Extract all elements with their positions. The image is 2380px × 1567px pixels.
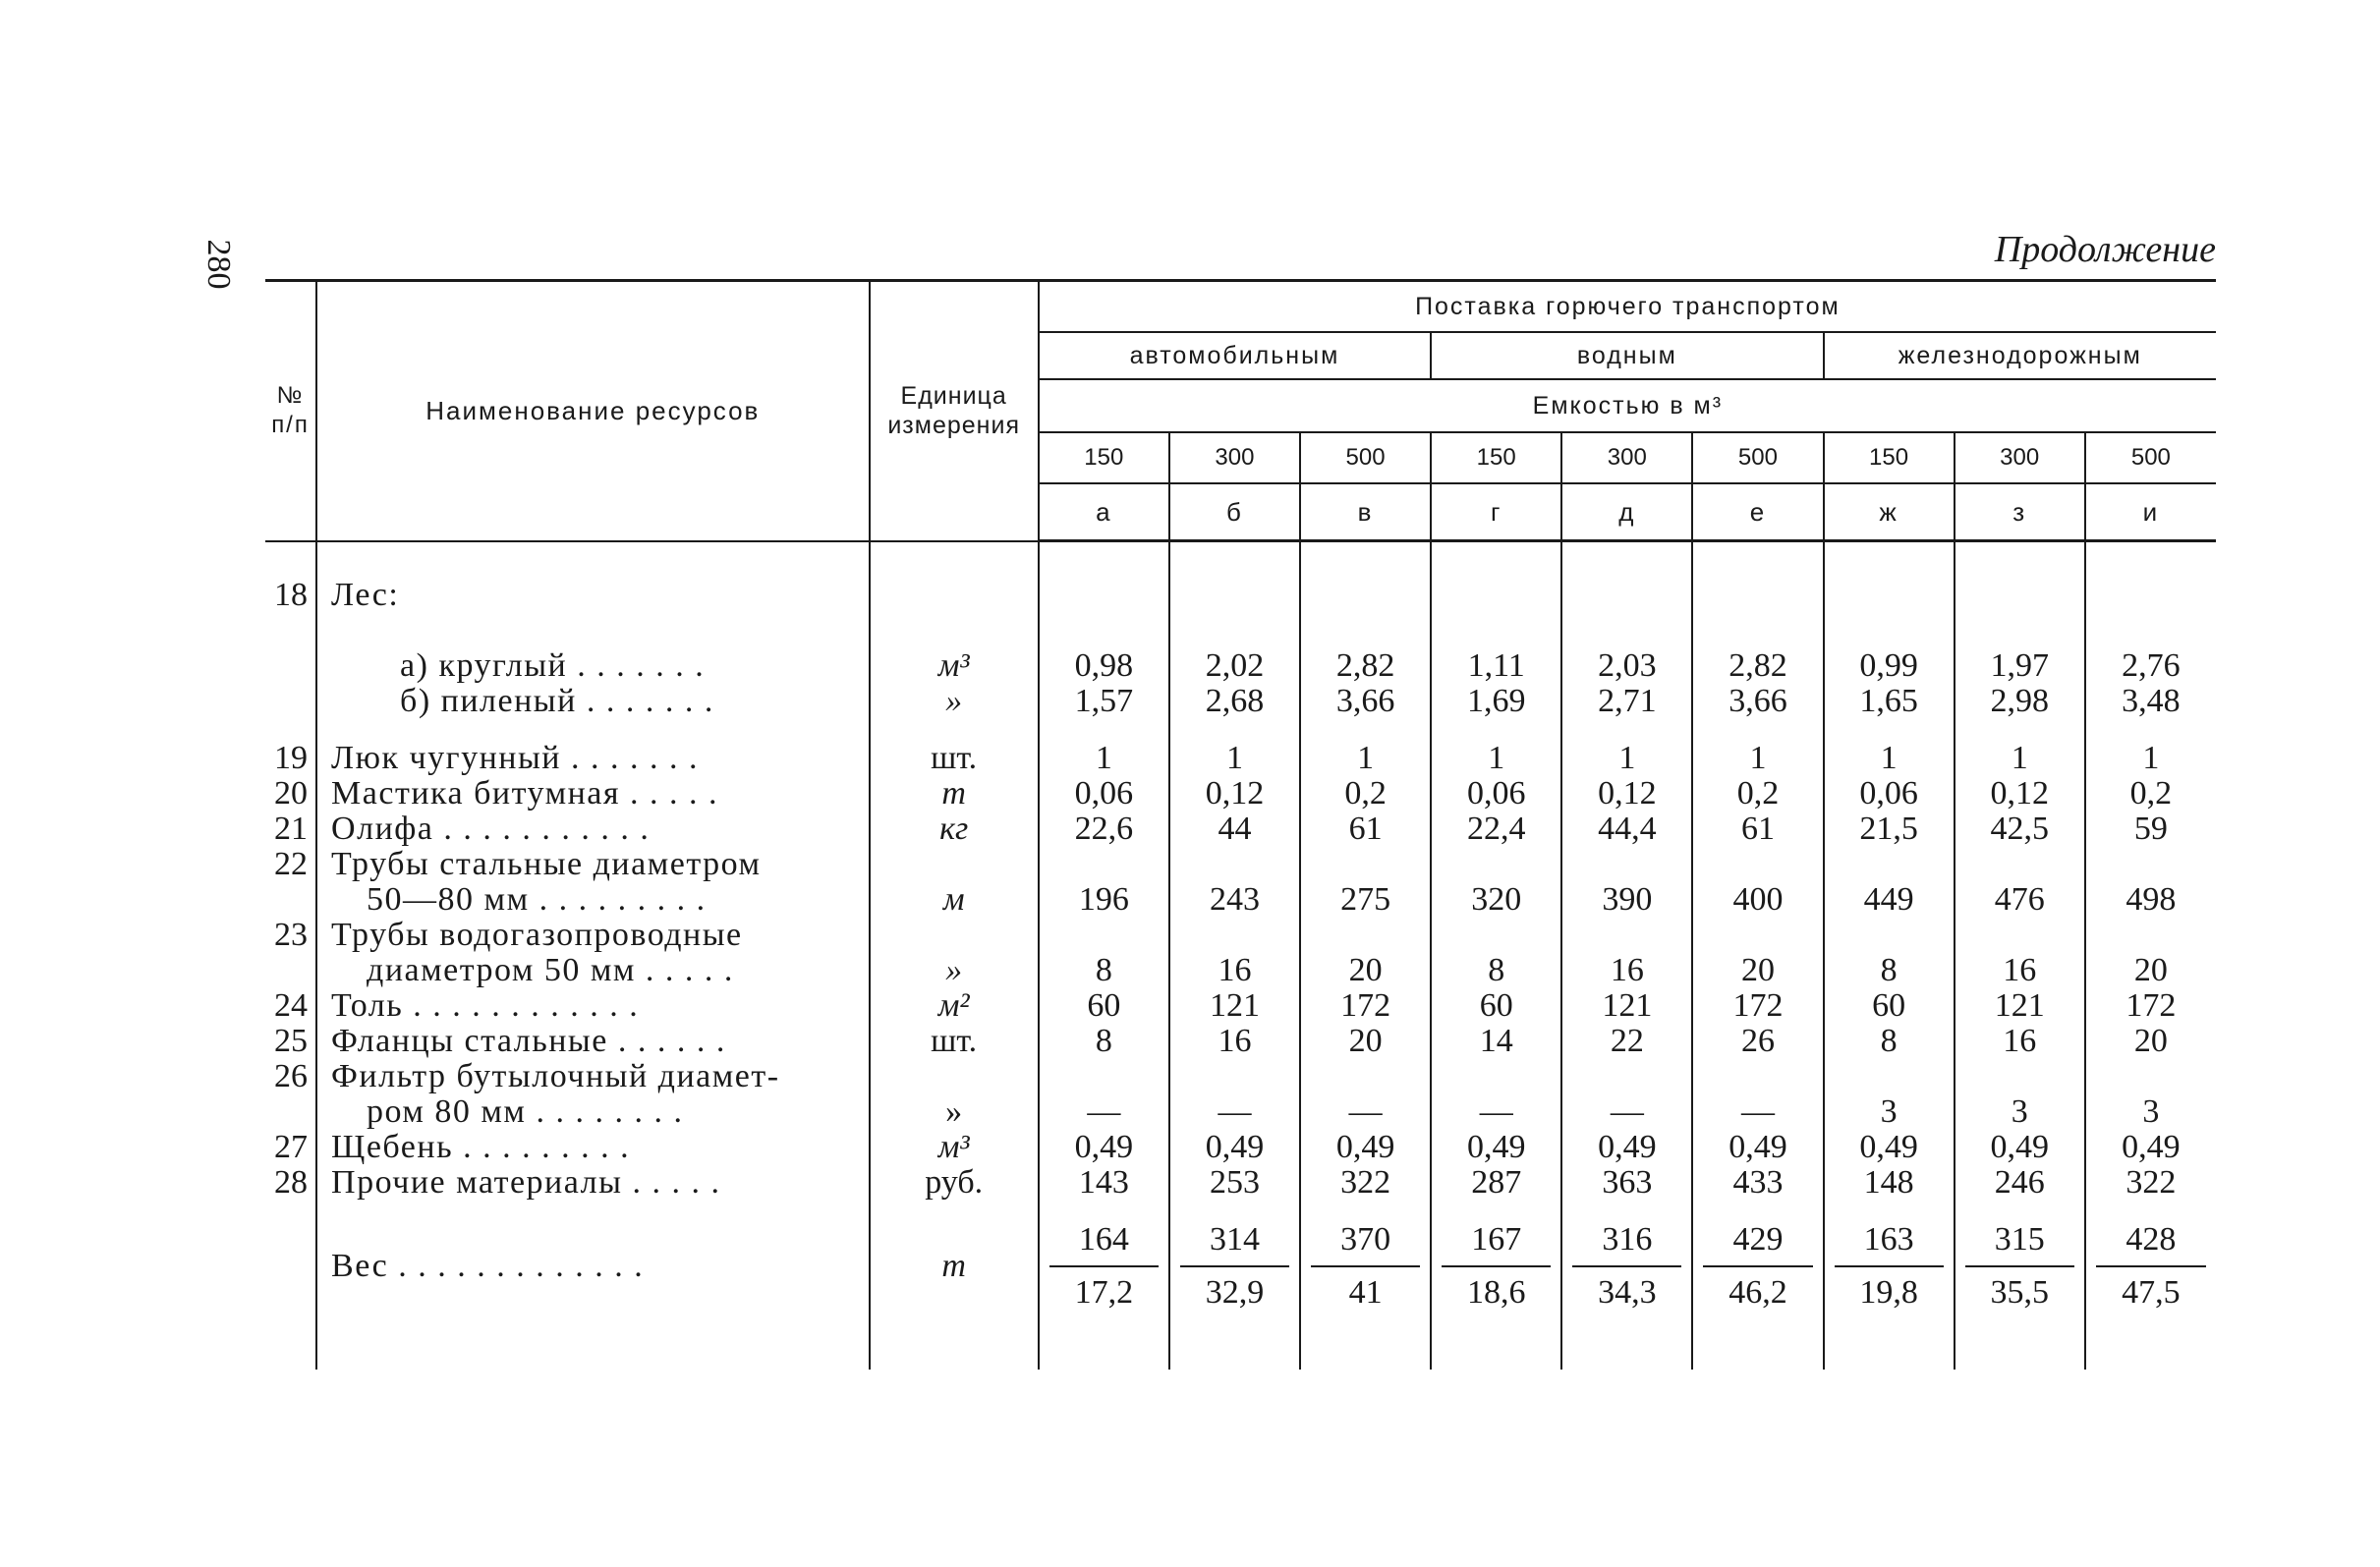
resource-name-cell xyxy=(316,811,870,847)
weight-numerator: 167 xyxy=(1442,1222,1551,1267)
table-body xyxy=(265,541,2216,1371)
resource-name: Толь . . . . . . . . . . . . xyxy=(331,987,640,1024)
row-number: 19 xyxy=(274,740,309,776)
header-capacity-value: 300 xyxy=(1955,432,2085,483)
header-capacity-value: 300 xyxy=(1169,432,1300,483)
weight-numerator: 315 xyxy=(1965,1222,2074,1267)
row-number: 20 xyxy=(274,775,309,811)
table-row xyxy=(265,953,2216,988)
header-capacity-value: 150 xyxy=(1824,432,1955,483)
value-cell xyxy=(1824,1059,1955,1094)
unit-cell: шт. xyxy=(870,1024,1039,1059)
value-cell: 0,49 xyxy=(1692,1130,1823,1165)
value-cell xyxy=(1039,1059,1169,1094)
value-cell: 16 xyxy=(1561,953,1692,988)
value-cell: 0,49 xyxy=(1169,1130,1300,1165)
row-number: 24 xyxy=(274,987,309,1024)
unit-cell: кг xyxy=(870,811,1039,847)
value-cell: 0,06 xyxy=(1824,776,1955,811)
value-cell: 20 xyxy=(2085,953,2216,988)
value-cell: 3,66 xyxy=(1692,684,1823,719)
value-cell xyxy=(1692,847,1823,882)
resource-name: Прочие материалы . . . . . xyxy=(331,1164,721,1201)
header-transport-rail: железнодорожным xyxy=(1824,332,2217,379)
value-cell: 1 xyxy=(1300,741,1431,776)
value-cell: 0,49 xyxy=(1955,1130,2085,1165)
value-cell xyxy=(1300,1059,1431,1094)
value-cell: 16 xyxy=(1955,953,2085,988)
value-cell: 20 xyxy=(1300,953,1431,988)
table-row xyxy=(265,1024,2216,1059)
resource-name-cell xyxy=(316,1059,870,1094)
weight-fraction-cell xyxy=(1169,1222,1300,1311)
header-capacity: Емкостью в м³ xyxy=(1039,379,2216,432)
resource-name: диаметром 50 мм . . . . . xyxy=(367,952,734,988)
value-cell: 0,06 xyxy=(1431,776,1561,811)
resource-name-cell xyxy=(316,776,870,811)
value-cell: 1,69 xyxy=(1431,684,1561,719)
value-cell: 196 xyxy=(1039,882,1169,918)
row-number: 22 xyxy=(274,846,309,882)
resource-name: Щебень . . . . . . . . . xyxy=(331,1129,631,1165)
value-cell: 8 xyxy=(1431,953,1561,988)
value-cell: 0,12 xyxy=(1561,776,1692,811)
value-cell: 0,99 xyxy=(1824,648,1955,684)
value-cell: 60 xyxy=(1039,988,1169,1024)
weight-denominator: 17,2 xyxy=(1074,1274,1134,1311)
value-cell: 61 xyxy=(1300,811,1431,847)
table-row xyxy=(265,648,2216,684)
value-cell: 20 xyxy=(1300,1024,1431,1059)
value-cell: 0,98 xyxy=(1039,648,1169,684)
resource-name: Люк чугунный . . . . . . . xyxy=(331,740,699,776)
row-number: 27 xyxy=(274,1129,309,1165)
value-cell: 1,57 xyxy=(1039,684,1169,719)
value-cell: 20 xyxy=(1692,953,1823,988)
row-number xyxy=(265,953,316,988)
header-column-letter: з xyxy=(1955,483,2085,541)
unit-cell: т xyxy=(870,776,1039,811)
value-cell: 0,06 xyxy=(1039,776,1169,811)
header-capacity-value: 150 xyxy=(1431,432,1561,483)
value-cell: — xyxy=(1300,1094,1431,1130)
unit-cell: шт. xyxy=(870,741,1039,776)
resource-name: ром 80 мм . . . . . . . . xyxy=(367,1093,684,1130)
value-cell xyxy=(1169,847,1300,882)
value-cell: 143 xyxy=(1039,1165,1169,1201)
value-cell: 433 xyxy=(1692,1165,1823,1201)
value-cell: 0,2 xyxy=(1300,776,1431,811)
row-number: 21 xyxy=(274,811,309,847)
unit-cell: м xyxy=(870,882,1039,918)
row-number: 26 xyxy=(274,1058,309,1094)
unit-cell: м³ xyxy=(870,648,1039,684)
value-cell: 1 xyxy=(2085,741,2216,776)
value-cell: 121 xyxy=(1561,988,1692,1024)
value-cell: 8 xyxy=(1824,1024,1955,1059)
table-row xyxy=(265,1059,2216,1094)
table-row xyxy=(265,811,2216,847)
value-cell: 363 xyxy=(1561,1165,1692,1201)
value-cell: 22,4 xyxy=(1431,811,1561,847)
resource-name: а) круглый . . . . . . . xyxy=(400,647,706,684)
resource-name: Трубы водогазопроводные xyxy=(331,917,743,953)
row-number: 23 xyxy=(274,917,309,953)
value-cell: 2,03 xyxy=(1561,648,1692,684)
value-cell: 2,71 xyxy=(1561,684,1692,719)
weight-fraction-cell xyxy=(1039,1222,1169,1311)
continuation-label: Продолжение xyxy=(1994,229,2216,270)
value-cell: 3,48 xyxy=(2085,684,2216,719)
resource-name-cell xyxy=(316,648,870,684)
resource-name-cell xyxy=(316,953,870,988)
value-cell xyxy=(1039,918,1169,953)
value-cell: 1 xyxy=(1561,741,1692,776)
resource-name-cell xyxy=(316,988,870,1024)
value-cell: — xyxy=(1169,1094,1300,1130)
table-row xyxy=(265,988,2216,1024)
value-cell: — xyxy=(1692,1094,1823,1130)
value-cell: 0,49 xyxy=(1039,1130,1169,1165)
resource-name: Мастика битумная . . . . . xyxy=(331,775,719,811)
value-cell: 2,02 xyxy=(1169,648,1300,684)
value-cell: 449 xyxy=(1824,882,1955,918)
unit-cell xyxy=(870,1059,1039,1094)
value-cell: 2,68 xyxy=(1169,684,1300,719)
unit-cell xyxy=(870,918,1039,953)
table-row xyxy=(265,1165,2216,1201)
weight-row xyxy=(265,1222,2216,1311)
value-cell: 0,49 xyxy=(1561,1130,1692,1165)
value-cell: — xyxy=(1561,1094,1692,1130)
value-cell: 172 xyxy=(1692,988,1823,1024)
weight-fraction-cell xyxy=(1692,1222,1823,1311)
weight-numerator: 370 xyxy=(1311,1222,1420,1267)
value-cell: 2,82 xyxy=(1300,648,1431,684)
value-cell: 3 xyxy=(1955,1094,2085,1130)
weight-denominator: 18,6 xyxy=(1466,1274,1526,1311)
value-cell: 14 xyxy=(1431,1024,1561,1059)
unit-cell: » xyxy=(870,684,1039,719)
value-cell: 476 xyxy=(1955,882,2085,918)
unit-cell xyxy=(870,847,1039,882)
value-cell: 22,6 xyxy=(1039,811,1169,847)
value-cell xyxy=(1169,918,1300,953)
value-cell: 16 xyxy=(1955,1024,2085,1059)
weight-denominator: 35,5 xyxy=(1990,1274,2049,1311)
value-cell: 0,49 xyxy=(1431,1130,1561,1165)
header-supply: Поставка горючего транспортом xyxy=(1039,281,2216,333)
value-cell: 246 xyxy=(1955,1165,2085,1201)
weight-numerator: 163 xyxy=(1835,1222,1944,1267)
header-capacity-value: 500 xyxy=(1692,432,1823,483)
value-cell xyxy=(1955,847,2085,882)
header-column-letter: е xyxy=(1692,483,1823,541)
row-number: 25 xyxy=(274,1023,309,1059)
value-cell: 0,2 xyxy=(2085,776,2216,811)
weight-denominator: 46,2 xyxy=(1728,1274,1787,1311)
value-cell: 60 xyxy=(1431,988,1561,1024)
value-cell xyxy=(1692,1059,1823,1094)
value-cell: 44 xyxy=(1169,811,1300,847)
resource-name-cell xyxy=(316,918,870,953)
resource-name: б) пиленый . . . . . . . xyxy=(400,683,714,719)
value-cell: 59 xyxy=(2085,811,2216,847)
weight-fraction-cell xyxy=(1300,1222,1431,1311)
value-cell: 16 xyxy=(1169,1024,1300,1059)
unit-cell: » xyxy=(870,1094,1039,1130)
header-name: Наименование ресурсов xyxy=(316,281,870,541)
header-capacity-value: 500 xyxy=(1300,432,1431,483)
value-cell xyxy=(2085,847,2216,882)
value-cell xyxy=(1039,847,1169,882)
row-number: 18 xyxy=(274,577,309,613)
resource-name: Фланцы стальные . . . . . . xyxy=(331,1023,726,1059)
table-row xyxy=(265,882,2216,918)
row-number xyxy=(265,1222,316,1311)
value-cell: 390 xyxy=(1561,882,1692,918)
table-row xyxy=(265,1094,2216,1130)
resource-name-cell xyxy=(316,684,870,719)
value-cell: 3,66 xyxy=(1300,684,1431,719)
value-cell xyxy=(1431,918,1561,953)
value-cell: 1 xyxy=(1039,741,1169,776)
value-cell xyxy=(1824,847,1955,882)
value-cell: 1 xyxy=(1431,741,1561,776)
value-cell: 253 xyxy=(1169,1165,1300,1201)
header-transport-water: водным xyxy=(1431,332,1823,379)
unit-cell: м³ xyxy=(870,1130,1039,1165)
header-column-letter: а xyxy=(1039,483,1169,541)
weight-denominator: 32,9 xyxy=(1205,1274,1265,1311)
value-cell: 3 xyxy=(2085,1094,2216,1130)
value-cell xyxy=(2085,1059,2216,1094)
value-cell: 1 xyxy=(1955,741,2085,776)
value-cell: 1 xyxy=(1169,741,1300,776)
weight-numerator: 429 xyxy=(1703,1222,1812,1267)
weight-fraction-cell xyxy=(1955,1222,2085,1311)
value-cell: 0,2 xyxy=(1692,776,1823,811)
value-cell: 322 xyxy=(1300,1165,1431,1201)
value-cell: 243 xyxy=(1169,882,1300,918)
value-cell: 320 xyxy=(1431,882,1561,918)
table-row xyxy=(265,1130,2216,1165)
value-cell: 121 xyxy=(1955,988,2085,1024)
value-cell: 2,98 xyxy=(1955,684,2085,719)
header-column-letter: ж xyxy=(1824,483,1955,541)
header-column-letter: г xyxy=(1431,483,1561,541)
weight-numerator: 314 xyxy=(1180,1222,1289,1267)
value-cell: 8 xyxy=(1824,953,1955,988)
value-cell: 400 xyxy=(1692,882,1823,918)
value-cell xyxy=(2085,918,2216,953)
table-header xyxy=(265,281,2216,541)
value-cell xyxy=(1561,847,1692,882)
value-cell: 1,11 xyxy=(1431,648,1561,684)
resource-name-cell xyxy=(316,1130,870,1165)
unit-cell: т xyxy=(870,1222,1039,1311)
value-cell: 1 xyxy=(1824,741,1955,776)
value-cell xyxy=(1431,847,1561,882)
value-cell: 8 xyxy=(1039,953,1169,988)
value-cell xyxy=(1824,918,1955,953)
resource-name: 50—80 мм . . . . . . . . . xyxy=(367,881,707,918)
header-capacity-value: 300 xyxy=(1561,432,1692,483)
value-cell: 2,82 xyxy=(1692,648,1823,684)
resources-table xyxy=(265,279,2216,1370)
weight-denominator: 47,5 xyxy=(2122,1274,2181,1311)
resource-name: Лес: xyxy=(316,578,870,613)
value-cell: 498 xyxy=(2085,882,2216,918)
header-capacity-value: 500 xyxy=(2085,432,2216,483)
header-column-letter: в xyxy=(1300,483,1431,541)
unit-cell: » xyxy=(870,953,1039,988)
value-cell: 287 xyxy=(1431,1165,1561,1201)
value-cell xyxy=(1431,1059,1561,1094)
header-column-letter: д xyxy=(1561,483,1692,541)
table-row xyxy=(265,776,2216,811)
value-cell: 1,97 xyxy=(1955,648,2085,684)
table-row xyxy=(265,578,2216,613)
weight-fraction-cell xyxy=(1824,1222,1955,1311)
row-number: 28 xyxy=(274,1164,309,1201)
value-cell: 275 xyxy=(1300,882,1431,918)
table-row xyxy=(265,684,2216,719)
value-cell: 1,65 xyxy=(1824,684,1955,719)
value-cell: 1 xyxy=(1692,741,1823,776)
value-cell xyxy=(1955,918,2085,953)
value-cell xyxy=(1169,1059,1300,1094)
weight-numerator: 428 xyxy=(2096,1222,2206,1267)
value-cell: 44,4 xyxy=(1561,811,1692,847)
value-cell: 42,5 xyxy=(1955,811,2085,847)
page-number: 280 xyxy=(200,239,237,290)
value-cell: 0,12 xyxy=(1955,776,2085,811)
header-unit: Единица измерения xyxy=(870,281,1039,541)
value-cell: 21,5 xyxy=(1824,811,1955,847)
value-cell: 0,49 xyxy=(1300,1130,1431,1165)
weight-fraction-cell xyxy=(2085,1222,2216,1311)
value-cell: 61 xyxy=(1692,811,1823,847)
weight-fraction-cell xyxy=(1561,1222,1692,1311)
value-cell: — xyxy=(1039,1094,1169,1130)
header-column-letter: и xyxy=(2085,483,2216,541)
value-cell: 20 xyxy=(2085,1024,2216,1059)
resource-name-cell xyxy=(316,1094,870,1130)
weight-denominator: 19,8 xyxy=(1859,1274,1918,1311)
row-number xyxy=(265,1094,316,1130)
value-cell: — xyxy=(1431,1094,1561,1130)
value-cell xyxy=(1955,1059,2085,1094)
value-cell: 16 xyxy=(1169,953,1300,988)
weight-fraction-cell xyxy=(1431,1222,1561,1311)
resource-name: Фильтр бутылочный диамет- xyxy=(331,1058,780,1094)
row-number xyxy=(265,882,316,918)
resource-name-cell xyxy=(316,1165,870,1201)
unit-cell: м² xyxy=(870,988,1039,1024)
resource-name-cell xyxy=(316,882,870,918)
table-row xyxy=(265,918,2216,953)
value-cell: 172 xyxy=(1300,988,1431,1024)
value-cell xyxy=(1692,918,1823,953)
resource-name: Трубы стальные диаметром xyxy=(331,846,762,882)
value-cell: 8 xyxy=(1039,1024,1169,1059)
value-cell: 0,49 xyxy=(1824,1130,1955,1165)
value-cell: 2,76 xyxy=(2085,648,2216,684)
resource-name: Вес . . . . . . . . . . . . . xyxy=(316,1222,870,1311)
value-cell: 172 xyxy=(2085,988,2216,1024)
weight-denominator: 41 xyxy=(1348,1274,1383,1311)
value-cell: 22 xyxy=(1561,1024,1692,1059)
resource-name-cell xyxy=(316,1024,870,1059)
value-cell: 121 xyxy=(1169,988,1300,1024)
value-cell: 60 xyxy=(1824,988,1955,1024)
value-cell xyxy=(1300,847,1431,882)
row-number xyxy=(265,648,316,684)
table-row xyxy=(265,847,2216,882)
weight-numerator: 316 xyxy=(1572,1222,1681,1267)
value-cell: 148 xyxy=(1824,1165,1955,1201)
header-no: № п/п xyxy=(265,281,316,541)
value-cell: 322 xyxy=(2085,1165,2216,1201)
value-cell: 0,49 xyxy=(2085,1130,2216,1165)
value-cell: 0,12 xyxy=(1169,776,1300,811)
table-row xyxy=(265,741,2216,776)
value-cell: 26 xyxy=(1692,1024,1823,1059)
value-cell: 3 xyxy=(1824,1094,1955,1130)
weight-denominator: 34,3 xyxy=(1598,1274,1657,1311)
header-capacity-value: 150 xyxy=(1039,432,1169,483)
value-cell xyxy=(1561,918,1692,953)
value-cell xyxy=(1300,918,1431,953)
weight-numerator: 164 xyxy=(1049,1222,1159,1267)
resource-name: Олифа . . . . . . . . . . . xyxy=(331,811,651,847)
unit-cell: руб. xyxy=(870,1165,1039,1201)
resource-name-cell xyxy=(316,741,870,776)
resource-name-cell xyxy=(316,847,870,882)
row-number xyxy=(265,684,316,719)
header-transport-auto: автомобильным xyxy=(1039,332,1431,379)
value-cell xyxy=(1561,1059,1692,1094)
header-column-letter: б xyxy=(1169,483,1300,541)
